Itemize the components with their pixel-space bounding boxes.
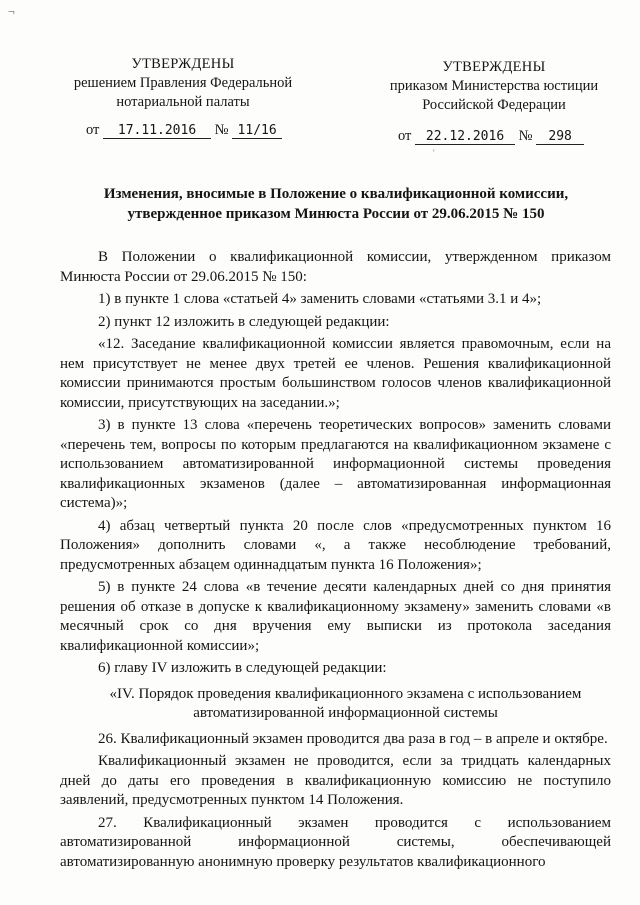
left-approval-block xyxy=(58,55,308,112)
paragraph-item-2: 2) пункт 12 изложить в следующей редакции: xyxy=(98,313,390,330)
paragraph-item-1: 1) в пункте 1 слова «статьей 4» заменить словами «статьями 3.1 и 4»; xyxy=(98,291,542,307)
right-approval-block xyxy=(380,58,608,115)
right-approval-date: 22.12.2016 xyxy=(415,129,515,145)
left-number-label: № xyxy=(214,122,229,138)
paragraph-item-4: 4) абзац четвертый пункта 20 после слов «предусмотренных пунктом 16 Положения» дополнить словами «, а также несоблюдение требований, предусмотренных абзацем одиннадцатым пункта 16 Положения»; xyxy=(60,517,611,573)
right-number-label: № xyxy=(518,128,533,144)
chapter-heading: «IV. Порядок проведения квалификационного экзамена с использованием автоматизированной информационной системы xyxy=(109,685,582,721)
left-approval-date: 17.11.2016 xyxy=(103,123,211,139)
document-body xyxy=(60,248,611,875)
paragraph-item-5: 5) в пункте 24 слова «в течение десяти календарных дней со дня принятия решения об отказе в допуске к квалификационному экзамену» заменить словами «в месячный срок со дня вручения ему выписки из протокола заседания квалификационной комиссии»; xyxy=(60,579,611,654)
right-approval-number-line xyxy=(398,128,584,145)
right-approval-number: 298 xyxy=(536,129,584,145)
paragraph-intro: В Положении о квалификационной комиссии, утвержденном приказом Минюста России от 29.06.2015 № 150: xyxy=(60,249,611,285)
paragraph-26-second: Квалификационный экзамен не проводится, если за тридцать календарных дней до даты его проведения в квалификационную комиссию не поступило заявлений, предусмотренных пунктом 14 Положения. xyxy=(60,753,611,808)
right-approval-line2: Российской Федерации xyxy=(422,97,566,113)
paragraph-26: 26. Квалификационный экзамен проводится два раза в год – в апреле и октябре. xyxy=(98,730,608,747)
left-approval-number: 11/16 xyxy=(232,123,282,139)
paragraph-item-3: 3) в пункте 13 слова «перечень теоретических вопросов» заменить словами «перечень тем, вопросы по которым предлагаются на квалификационном экзамене с использованием автоматизированной информационной системы проведения квалификационных экзаменов (далее – автоматизированная информационная система)»; xyxy=(60,417,611,511)
paragraph-item-12-quote: «12. Заседание квалификационной комиссии является правомочным, если на нем присутствует не менее двух третей ее членов. Решения квалификационной комиссии принимаются простым большинством голосов членов квалификационной комиссии, присутствующих на заседании.»; xyxy=(60,336,611,411)
title-line2: утвержденное приказом Минюста России от 29.06.2015 № 150 xyxy=(127,206,545,222)
left-approval-line1: решением Правления Федеральной xyxy=(73,75,293,91)
left-from-label: от xyxy=(86,122,100,138)
right-approval-head: УТВЕРЖДЕНЫ xyxy=(442,59,546,75)
right-from-label: от xyxy=(398,128,412,144)
left-approval-head: УТВЕРЖДЕНЫ xyxy=(131,56,235,72)
left-approval-line2: нотариальной палаты xyxy=(116,94,250,110)
right-approval-line1: приказом Министерства юстиции xyxy=(389,78,599,94)
title-line1: Изменения, вносимые в Положение о квалификационной комиссии, xyxy=(103,186,569,202)
tick-mark: ' xyxy=(433,148,435,158)
paragraph-item-6: 6) главу IV изложить в следующей редакции: xyxy=(98,660,387,676)
document-title xyxy=(60,184,612,224)
corner-mark: ¬ xyxy=(8,4,15,18)
paragraph-27: 27. Квалификационный экзамен проводится с использованием автоматизированной информационной системы, обеспечивающей автоматизированную анонимную проверку результатов квалификационного xyxy=(60,814,611,870)
left-approval-number-line xyxy=(86,122,282,139)
